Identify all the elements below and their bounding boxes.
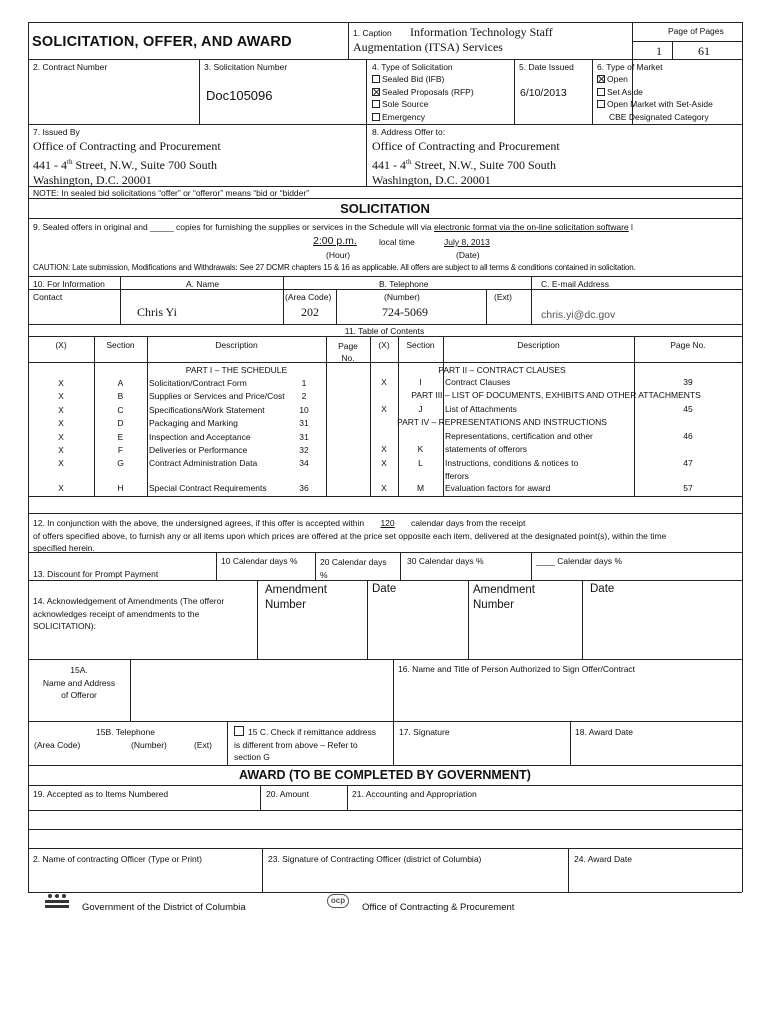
footer-right: Office of Contracting & Procurement	[362, 902, 515, 913]
table-row: X C Specifications/Work Statement 10	[58, 404, 309, 415]
amendments-label: 14. Acknowledgement of Amendments (The offeror acknowledges receipt of amendments to the SOLICITATION):	[33, 596, 225, 631]
checkbox-icon[interactable]	[372, 75, 380, 83]
issued-by-address: Office of Contracting and Procurement 441 - 4th Street, N.W., Suite 700 South Washington, D.C. 20001	[33, 139, 221, 187]
market-type-options	[597, 73, 713, 123]
toc-header-x: (X)	[55, 340, 67, 350]
checkbox-icon[interactable]	[372, 100, 380, 108]
ocp-logo-icon: ocp	[327, 894, 349, 908]
dc-flag-icon	[45, 894, 69, 910]
checkbox-icon[interactable]	[372, 113, 380, 121]
footer-left: Government of the District of Columbia	[82, 902, 246, 913]
market-type-label: 6. Type of Market	[597, 62, 663, 72]
checked-box-icon[interactable]	[372, 88, 380, 96]
solicitation-number: Doc105096	[206, 88, 273, 103]
toc-header-page-no: Page No.	[670, 340, 706, 350]
award-heading: AWARD (TO BE COMPLETED BY GOVERNMENT)	[239, 768, 531, 782]
checkbox-icon[interactable]	[597, 88, 605, 96]
phone-number: 724-5069	[382, 305, 428, 319]
toc-heading: 11. Table of Contents	[344, 326, 425, 336]
pages-label: Page of Pages	[668, 26, 724, 36]
table-row: X D Packaging and Marking 31	[58, 418, 309, 429]
accounting-label: 21. Accounting and Appropriation	[352, 789, 477, 799]
caption-line2: Augmentation (ITSA) Services	[353, 40, 503, 54]
discount-label: 13. Discount for Prompt Payment	[33, 569, 159, 579]
info-name-label: A. Name	[186, 279, 220, 289]
table-row: X G Contract Administration Data 34	[58, 458, 309, 469]
contracting-officer-signature-label: 23. Signature of Contracting Officer (district of Columbia)	[268, 854, 482, 864]
area-code: 202	[301, 305, 319, 319]
toc-header-description: Description	[215, 340, 258, 350]
toc-part-2: PART II – CONTRACT CLAUSES	[438, 365, 566, 375]
solicitation-type-options	[372, 73, 474, 123]
amount-label: 20. Amount	[266, 789, 310, 799]
option-open[interactable]: Open	[597, 73, 713, 86]
option-sole-source[interactable]: Sole Source	[372, 98, 474, 111]
amendment-date-header-1: Date	[372, 583, 397, 595]
note: NOTE: In sealed bid solicitations “offer” or “offeror” means “bid or “bidder”	[33, 188, 310, 198]
address-offer-label: 8. Address Offer to:	[372, 127, 446, 137]
address-offer: Office of Contracting and Procurement 441 - 4th Street, N.W., Suite 700 South Washington, D.C. 20001	[372, 139, 560, 187]
table-row: X L Instructions, conditions & notices to fferors 47	[381, 458, 693, 481]
toc-left-rows	[28, 377, 326, 471]
table-row: X F Deliveries or Performance 32	[58, 445, 309, 456]
option-sealed-bid[interactable]: Sealed Bid (IFB)	[372, 73, 474, 86]
table-row: X K Representations, certification and other statements of offerors 46	[381, 431, 693, 454]
page-number: 1	[656, 44, 662, 58]
remittance-check[interactable]: 15 C. Check if remittance address is different from above – Refer to section G	[234, 727, 377, 762]
caution: CAUTION: Late submission, Modifications and Withdrawals: See 27 DCMR chapters 15 & 16 as applicable. All offers are subject to all terms & conditions contained in solicitation.	[33, 263, 636, 272]
option-emergency[interactable]: Emergency	[372, 111, 474, 124]
toc-header-page: Page No.	[338, 341, 358, 363]
offeror-telephone-label: 15B. Telephone	[96, 727, 155, 737]
info-label-2: Contact	[33, 292, 63, 302]
checkbox-icon[interactable]	[234, 726, 244, 736]
table-row: X A Solicitation/Contract Form 1	[58, 378, 307, 388]
item-9-date: July 8, 2013	[444, 237, 490, 247]
table-row: X E Inspection and Acceptance 31	[58, 431, 309, 442]
solicitation-type-label: 4. Type of Solicitation	[372, 62, 453, 72]
form-title: SOLICITATION, OFFER, AND AWARD	[32, 34, 292, 50]
offeror-ext-label: (Ext)	[194, 740, 212, 750]
table-row: X I Contract Clauses 39	[381, 377, 693, 387]
issued-by-label: 7. Issued By	[33, 127, 80, 137]
offeror-area-code-label: (Area Code)	[34, 740, 81, 750]
item-9-date-label: (Date)	[456, 250, 480, 260]
page-total: 61	[698, 44, 710, 58]
option-open-market-set-aside[interactable]: Open Market with Set-Aside	[597, 98, 713, 111]
toc-header-description-2: Description	[517, 340, 560, 350]
ext-label: (Ext)	[494, 292, 512, 302]
solicitation-number-label: 3. Solicitation Number	[204, 62, 288, 72]
toc-header-section-2: Section	[406, 340, 435, 350]
date-issued: 6/10/2013	[520, 87, 567, 99]
toc-part-1: PART I – THE SCHEDULE	[185, 365, 288, 375]
area-code-label: (Area Code)	[285, 292, 332, 302]
table-row: X M Evaluation factors for award 57	[381, 483, 693, 493]
contract-number-label: 2. Contract Number	[33, 62, 108, 72]
amendment-number-header-1: Amendment Number	[265, 584, 328, 611]
item-9-local: local time	[379, 237, 415, 247]
discount-other: ____ Calendar days %	[536, 556, 623, 566]
offeror-number-label: (Number)	[131, 740, 167, 750]
table-row: X H Special Contract Requirements 36	[58, 483, 309, 493]
info-label-1: 10. For Information	[33, 279, 105, 289]
amendment-number-header-2: Amendment Number	[473, 584, 536, 611]
table-row: X J List of Attachments 45	[381, 404, 693, 414]
item-12: 12. In conjunction with the above, the undersigned agrees, if this offer is accepted within 120 calendar days from the receipt of offers specified above, to furnish any or all items upon which prices are offered at the price set opposite each item, delivered at the designated point(s), within the time specified herein.	[33, 518, 667, 553]
checkbox-icon[interactable]	[597, 100, 605, 108]
discount-20: 20 Calendar days %	[320, 557, 387, 580]
date-issued-label: 5. Date Issued	[519, 62, 574, 72]
option-set-aside[interactable]: Set Aside	[597, 86, 713, 99]
discount-10: 10 Calendar days %	[221, 556, 298, 566]
caption-label: 1. Caption	[353, 28, 392, 38]
accepted-items-label: 19. Accepted as to Items Numbered	[33, 789, 169, 799]
contact-name: Chris Yi	[137, 305, 177, 319]
email-label: C. E-mail Address	[541, 279, 610, 289]
solicitation-heading: SOLICITATION	[340, 201, 430, 216]
amendment-date-header-2: Date	[590, 583, 615, 595]
contracting-officer-name-label: 2. Name of contracting Officer (Type or Print)	[33, 854, 202, 864]
toc-header-x-2: (X)	[378, 340, 390, 350]
discount-30: 30 Calendar days %	[407, 556, 484, 566]
award-date-label-24: 24. Award Date	[574, 854, 632, 864]
item-9-hour-label: (Hour)	[326, 250, 351, 260]
cbe-category: CBE Designated Category	[609, 111, 709, 122]
toc-header-section: Section	[106, 340, 135, 350]
table-row: X B Supplies or Services and Price/Cost 2	[58, 391, 307, 402]
item-9: 9. Sealed offers in original and _____ copies for furnishing the supplies or services in the Schedule will via electronic format via the on-line solicitation software l	[33, 222, 633, 232]
item-9-time: 2:00 p.m.	[313, 235, 357, 247]
signature-label: 17. Signature	[399, 727, 450, 737]
offeror-label: 15A. Name and Address of Offeror	[42, 665, 116, 700]
award-date-label-18: 18. Award Date	[575, 727, 633, 737]
caption-line1: Information Technology Staff	[410, 25, 553, 39]
toc-part-3: PART III – LIST OF DOCUMENTS, EXHIBITS AND OTHER ATTACHMENTS	[411, 390, 701, 400]
checked-box-icon[interactable]	[597, 75, 605, 83]
toc-part-4: PART IV – REPRESENTATIONS AND INSTRUCTIONS	[397, 417, 607, 427]
option-sealed-proposals[interactable]: Sealed Proposals (RFP)	[372, 86, 474, 99]
phone-number-label: (Number)	[384, 292, 420, 302]
authorized-signer-label: 16. Name and Title of Person Authorized to Sign Offer/Contract	[398, 664, 636, 674]
item-9-link[interactable]: electronic format via the on-line solicitation software	[434, 222, 629, 232]
email[interactable]: chris.yi@dc.gov	[541, 309, 616, 321]
phone-label: B. Telephone	[379, 279, 429, 289]
